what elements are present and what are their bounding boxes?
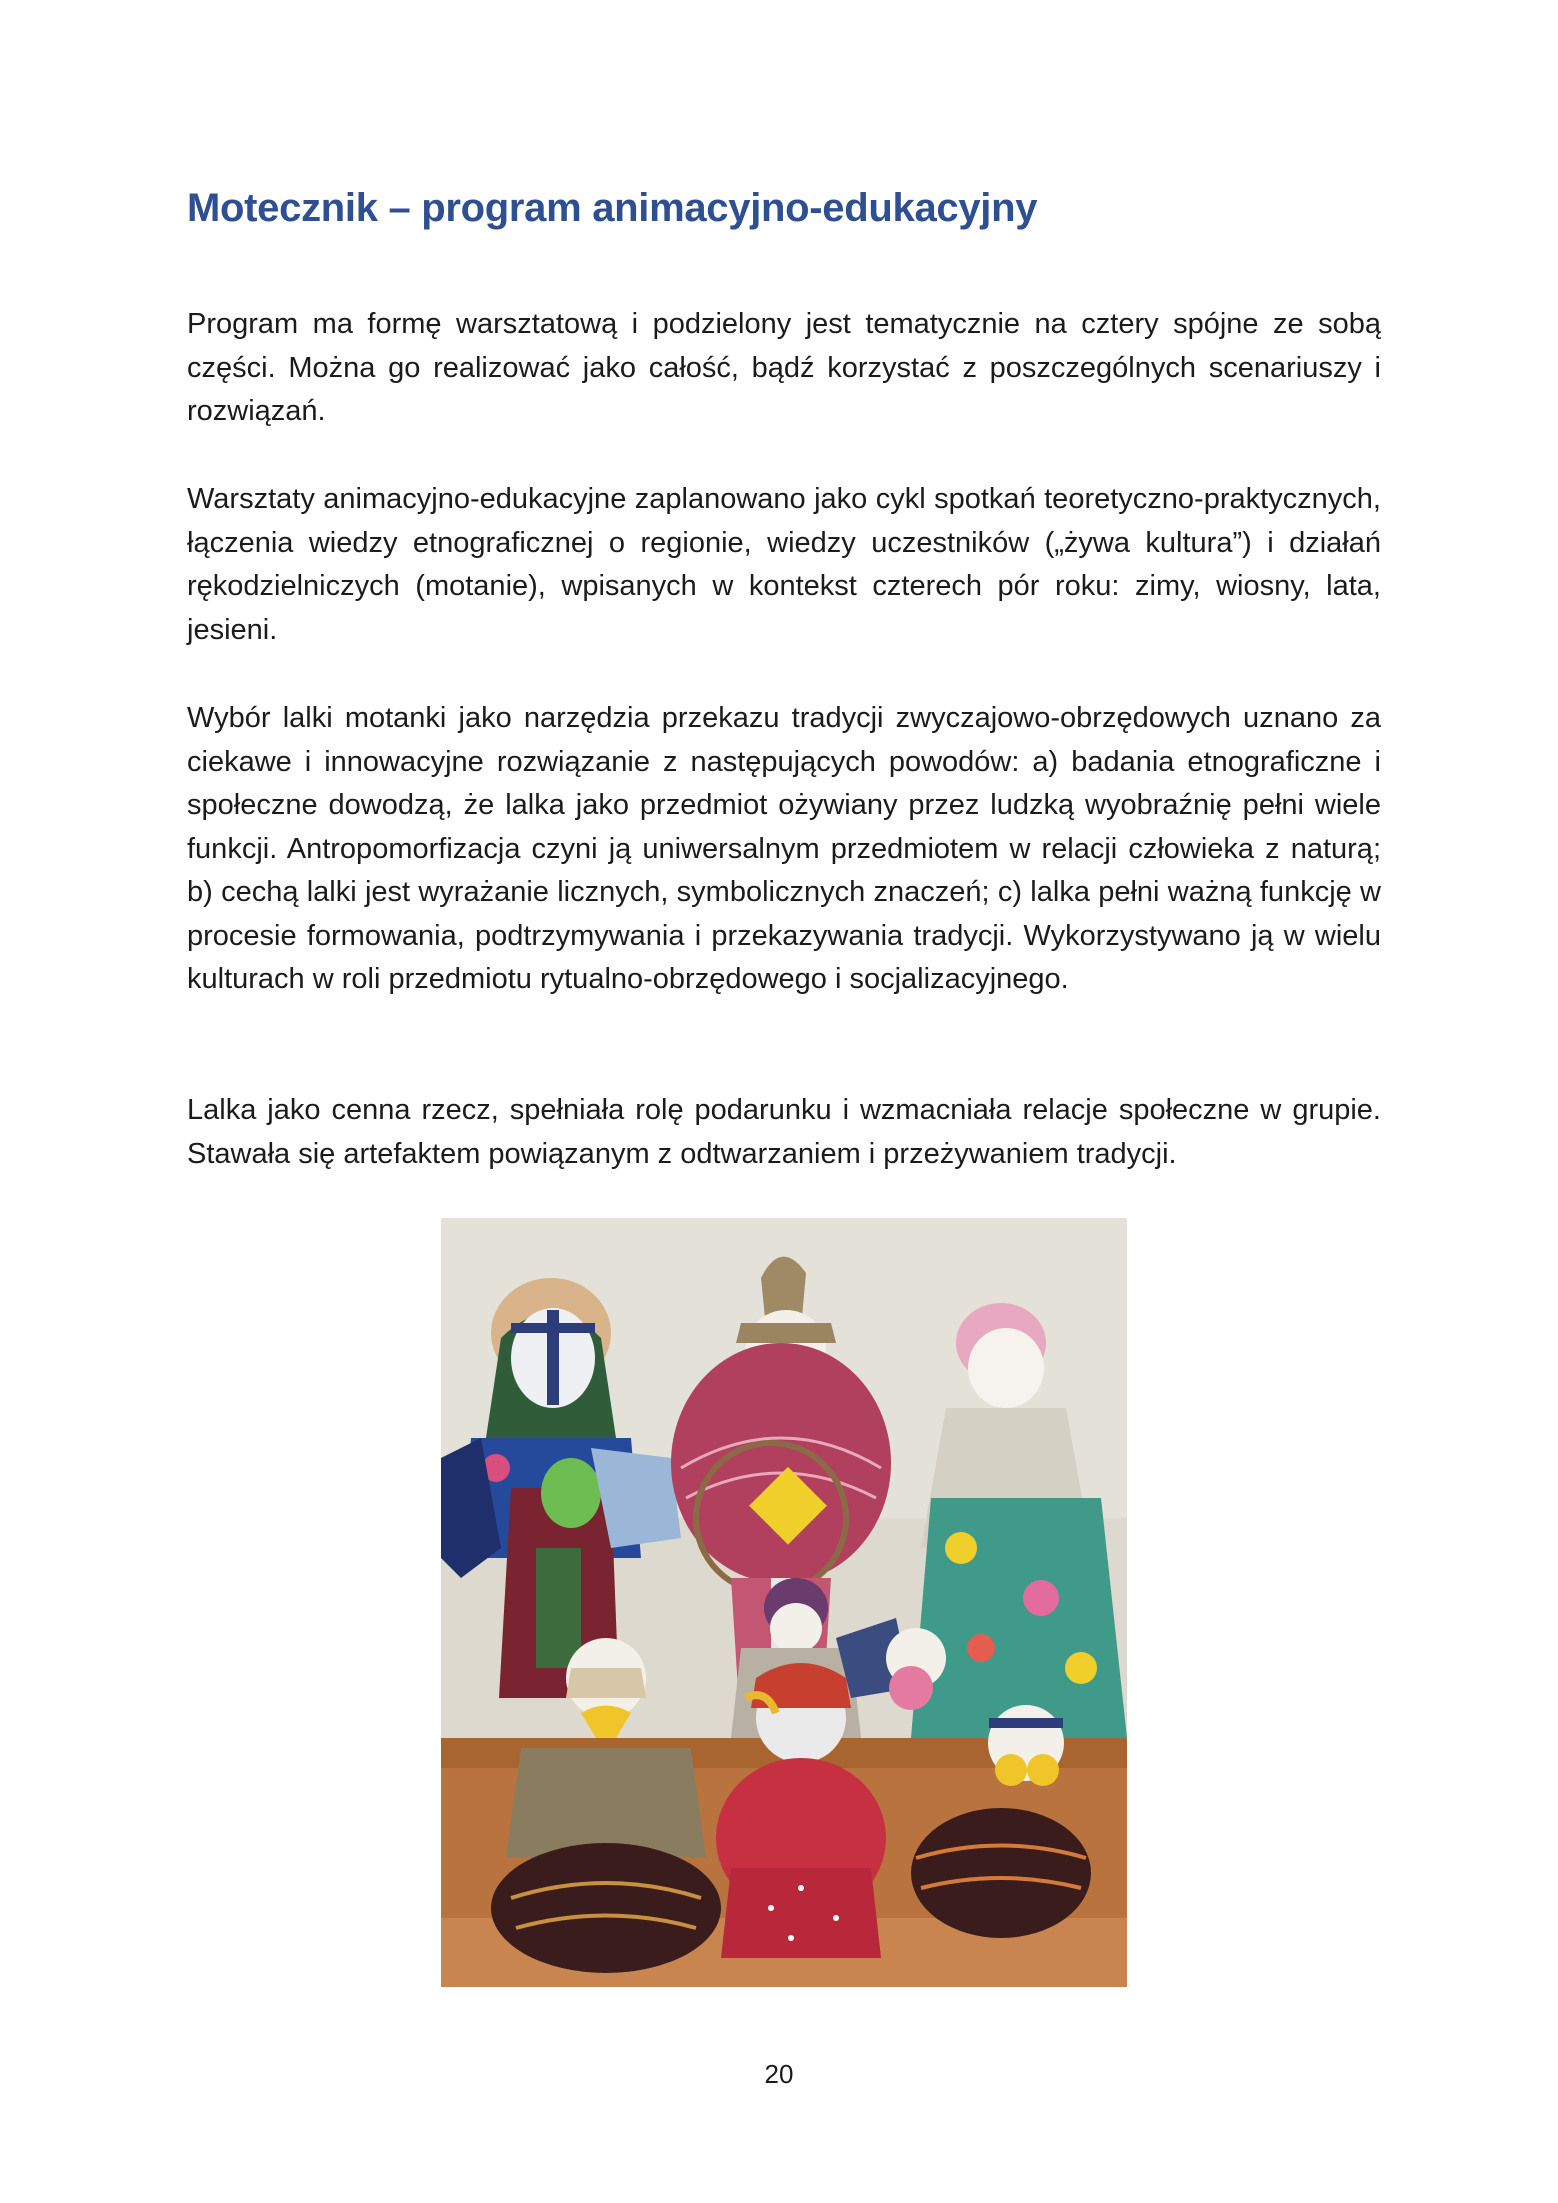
paragraph-3: Wybór lalki motanki jako narzędzia przekazu tradycji zwyczajowo-obrzędowych uznano za ciekawe i innowacyjne rozwiązanie z następujących powodów: a) badania etnograficzne i społeczne dowodzą, że lalka jako przedmiot ożywiany przez ludzką wyobraźnię pełni wiele funkcji. Antropomorfizacja czyni ją uniwersalnym przedmiotem w relacji człowieka z naturą; b) cechą lalki jest wyrażanie licznych, symbolicznych znaczeń; c) lalka pełni ważną funkcję w procesie formowania, podtrzymywania i przekazywania tradycji. Wykorzystywano ją w wielu kulturach w roli przedmiotu rytualno-obrzędowego i socjalizacyjnego. bbox=[187, 702, 1381, 995]
page-number: 20 bbox=[764, 2059, 794, 2089]
paragraph-2: Warsztaty animacyjno-edukacyjne zaplanowano jako cykl spotkań teoretyczno-praktycznych, łączenia wiedzy etnograficznej o regionie, wiedzy uczestników („żywa kultura”) i działań rękodzielniczych (motanie), wpisanych w kontekst czterech pór roku: zimy, wiosny, lata, jesieni. bbox=[187, 483, 1381, 646]
motanka-dolls-photo bbox=[441, 1218, 1127, 1987]
paragraph-1: Program ma formę warsztatową i podzielony jest tematycznie na cztery spójne ze sobą części. Można go realizować jako całość, bądź korzystać z poszczególnych scenariuszy i rozwiązań. bbox=[187, 308, 1381, 427]
section-heading: Motecznik – program animacyjno-edukacyjny bbox=[187, 186, 1038, 230]
paragraph-4: Lalka jako cenna rzecz, spełniała rolę podarunku i wzmacniała relacje społeczne w grupie. Stawała się artefaktem powiązanym z odtwarzaniem i przeżywaniem tradycji. bbox=[187, 1094, 1381, 1170]
